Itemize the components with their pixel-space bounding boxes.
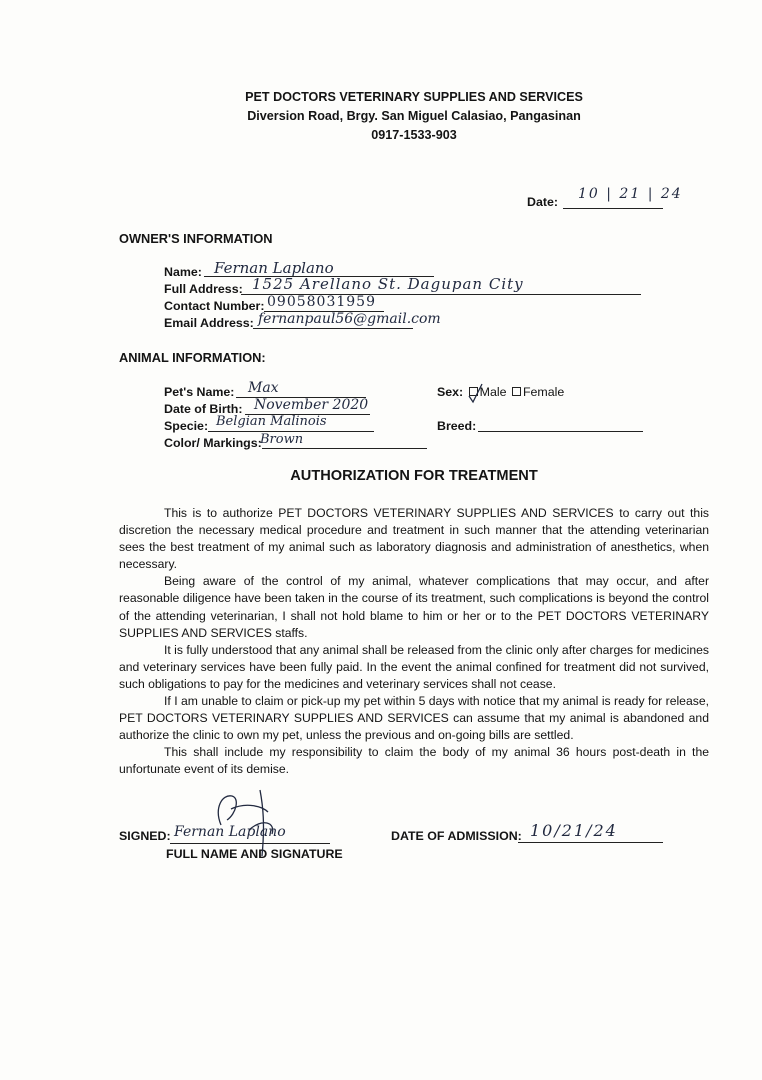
form-header: [0, 88, 762, 145]
owner-name-label: Name:: [164, 265, 202, 279]
color-label: Color/ Markings:: [164, 436, 262, 450]
business-phone: 0917-1533-903: [371, 128, 457, 142]
signature-caption: FULL NAME AND SIGNATURE: [166, 847, 343, 861]
color-value[interactable]: Brown: [260, 432, 304, 447]
admission-value[interactable]: 10/21/24: [530, 821, 618, 840]
authorization-body: [119, 505, 709, 779]
owner-email-value[interactable]: fernanpaul56@gmail.com: [258, 311, 441, 327]
male-checkbox[interactable]: [469, 387, 478, 396]
animal-section-title: ANIMAL INFORMATION:: [119, 350, 266, 365]
signed-label: SIGNED:: [119, 829, 171, 843]
authorization-paragraph: It is fully understood that any animal shall be released from the clinic only after charges for medicines and veterinary services have been fully paid. In the event the animal confined for treatment did not survived, such obligations to pay for the medicines and veterinary services shall not cease.: [119, 642, 709, 691]
owner-name-value[interactable]: Fernan Laplano: [214, 259, 334, 277]
date-value[interactable]: 10 | 21 | 24: [578, 186, 683, 202]
owner-address-label: Full Address:: [164, 282, 243, 296]
business-address: Diversion Road, Brgy. San Miguel Calasiao, Pangasinan: [247, 109, 581, 123]
sex-field: [437, 385, 564, 399]
authorization-paragraph: If I am unable to claim or pick-up my pet within 5 days with notice that my animal is ready for release, PET DOCTORS VETERINARY SUPPLIES AND SERVICES can assume that my animal is abandoned and authorize the clinic to own my pet, unless the previous and on-going bills are settled.: [119, 694, 709, 743]
owner-contact-value[interactable]: 09058031959: [267, 294, 376, 310]
owner-email-label: Email Address:: [164, 316, 254, 330]
business-name: PET DOCTORS VETERINARY SUPPLIES AND SERVICES: [245, 90, 583, 104]
sex-label: Sex:: [437, 385, 464, 399]
owner-section-title: OWNER'S INFORMATION: [119, 231, 273, 246]
dob-value[interactable]: November 2020: [254, 397, 369, 413]
pet-name-value[interactable]: Max: [248, 380, 279, 396]
authorization-paragraph: Being aware of the control of my animal, whatever complications that may occur, and after reasonable diligence have been taken in the course of its treatment, such complications is beyond the control of the attending veterinarian, I shall not hold blame to him or her or to the PET DOCTORS VETERINARY SUPPLIES AND SERVICES staffs.: [119, 574, 709, 640]
date-underline: [563, 208, 663, 209]
pet-name-label: Pet's Name:: [164, 385, 235, 399]
authorization-title: AUTHORIZATION FOR TREATMENT: [290, 468, 538, 484]
breed-line: [478, 431, 643, 432]
signed-line: [170, 843, 330, 844]
admission-label: DATE OF ADMISSION:: [391, 829, 522, 843]
owner-email-line: [253, 328, 413, 329]
authorization-paragraph: This is to authorize PET DOCTORS VETERINARY SUPPLIES AND SERVICES to carry out this discretion the necessary medical procedure and treatment in such manner that the attending veterinarian sees the best treatment of my animal such as laboratory diagnosis and administration of anesthetics, when necessary.: [119, 506, 709, 572]
admission-line: [518, 842, 663, 843]
dob-label: Date of Birth:: [164, 402, 243, 416]
sex-male-label: Male: [479, 385, 507, 399]
sex-female-label: Female: [522, 385, 565, 399]
date-label: Date:: [527, 195, 558, 209]
specie-value[interactable]: Belgian Malinois: [216, 414, 327, 429]
specie-label: Specie:: [164, 419, 209, 433]
authorization-paragraph: This shall include my responsibility to claim the body of my animal 36 hours post-death in the unfortunate event of its demise.: [119, 745, 709, 777]
breed-label: Breed:: [437, 419, 477, 433]
color-line: [262, 448, 427, 449]
owner-contact-label: Contact Number:: [164, 299, 265, 313]
owner-address-value[interactable]: 1525 Arellano St. Dagupan City: [252, 275, 524, 293]
female-checkbox[interactable]: [512, 387, 521, 396]
signed-name-value[interactable]: Fernan Laplano: [174, 824, 286, 840]
